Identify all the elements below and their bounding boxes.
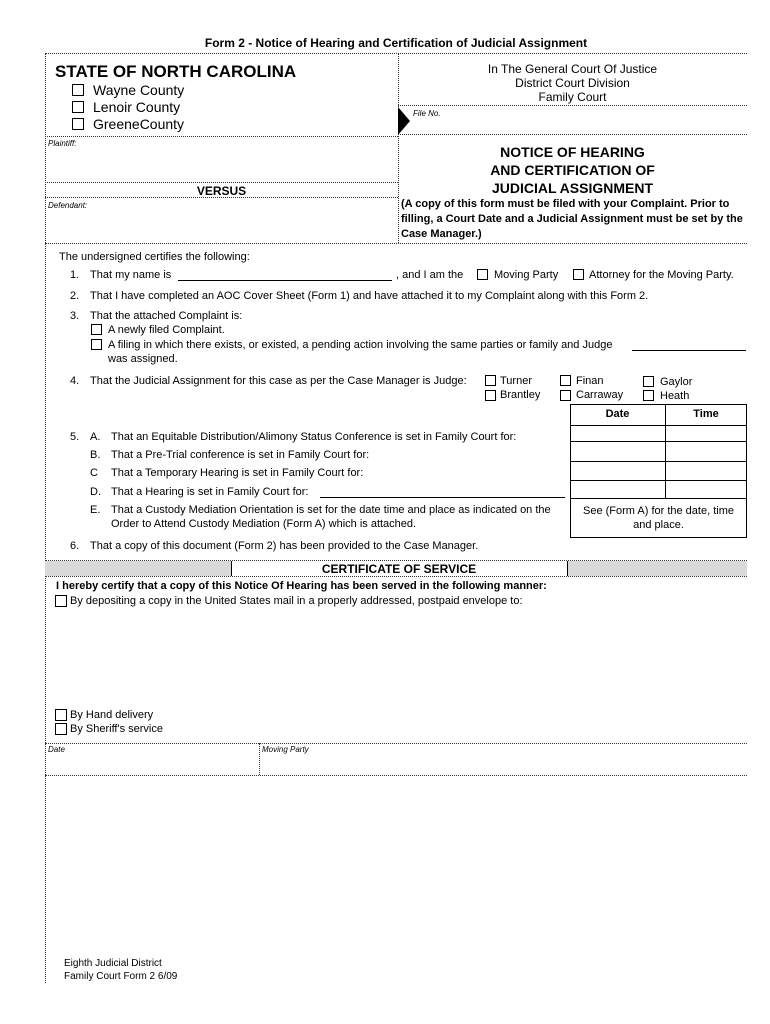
mail-label: By depositing a copy in the United States mail in a properly addressed, postpaid envelope to: xyxy=(70,595,523,607)
new-complaint-label: A newly filed Complaint. xyxy=(108,324,225,336)
pending-judge-field[interactable] xyxy=(632,350,746,351)
new-complaint-checkbox[interactable] xyxy=(91,324,102,335)
cert-head-left xyxy=(231,561,232,576)
item1-text: That my name is xyxy=(90,269,172,281)
signature-row-top xyxy=(45,743,747,744)
notice-title-line-1: NOTICE OF HEARING xyxy=(500,144,645,160)
hearing-type-field[interactable] xyxy=(320,497,565,498)
item4-text: That the Judicial Assignment for this case as per the Case Manager is Judge: xyxy=(90,375,467,387)
caption-bottom-border xyxy=(45,243,747,244)
wayne-county-checkbox[interactable] xyxy=(72,84,84,96)
intro-text: The undersigned certifies the following: xyxy=(59,251,250,263)
court-line-1: In The General Court Of Justice xyxy=(487,62,658,76)
cert-lead: I hereby certify that a copy of this Notice Of Hearing has been served in the following manner: xyxy=(56,580,547,592)
item5b-letter: B. xyxy=(90,449,101,461)
cert-date-field[interactable] xyxy=(48,756,256,773)
cert-shade-left xyxy=(45,561,231,576)
file-no-bottom xyxy=(398,134,747,135)
table-top xyxy=(570,404,747,405)
lenoir-county-checkbox[interactable] xyxy=(72,101,84,113)
form-a-note-line-1: See (Form A) for the date, time xyxy=(582,505,734,517)
item5e-letter: E. xyxy=(90,504,101,516)
state-title: STATE OF NORTH CAROLINA xyxy=(55,62,297,81)
footer-line-2: Family Court Form 2 6/09 xyxy=(64,971,178,982)
item1-mid: , and I am the xyxy=(396,269,464,281)
greene-county-checkbox[interactable] xyxy=(72,118,84,130)
footer-line-1: Eighth Judicial District xyxy=(64,958,162,969)
wayne-county-label: Wayne County xyxy=(93,82,185,98)
item5-number: 5. xyxy=(70,431,80,443)
sheriff-service-label: By Sheriff's service xyxy=(70,723,163,735)
defendant-label: Defendant: xyxy=(48,201,88,210)
date-cell-c[interactable] xyxy=(571,462,664,479)
defendant-field[interactable] xyxy=(48,212,393,240)
court-divider xyxy=(398,105,747,106)
cert-shade-right xyxy=(567,561,747,576)
mail-checkbox[interactable] xyxy=(55,595,67,607)
date-cell-a[interactable] xyxy=(571,426,664,440)
time-cell-d[interactable] xyxy=(666,481,745,497)
notice-title-line-3: JUDICIAL ASSIGNMENT xyxy=(491,180,653,196)
item5c-letter: C xyxy=(90,467,98,479)
item5a-letter: A. xyxy=(90,431,101,443)
attorney-checkbox[interactable] xyxy=(573,269,584,280)
mail-address-field[interactable] xyxy=(70,612,740,702)
signature-row-divider xyxy=(259,743,260,775)
item5e-text-cont: Order to Attend Custody Mediation (Form A) which is attached. xyxy=(111,518,417,530)
plaintiff-field[interactable] xyxy=(48,150,393,178)
date-label: Date xyxy=(48,745,65,754)
judge-turner-label: Turner xyxy=(500,375,532,387)
judge-brantley-checkbox[interactable] xyxy=(485,390,496,401)
county-bottom xyxy=(45,136,398,137)
judge-finan-label: Finan xyxy=(576,375,604,387)
item5a-text: That an Equitable Distribution/Alimony Status Conference is set in Family Court for: xyxy=(111,431,517,443)
date-header: Date xyxy=(605,408,630,420)
sheriff-service-checkbox[interactable] xyxy=(55,723,67,735)
moving-party-sig-label: Moving Party xyxy=(262,745,309,754)
judge-finan-checkbox[interactable] xyxy=(560,375,571,386)
pending-action-label-cont: was assigned. xyxy=(108,353,178,365)
file-no-field[interactable] xyxy=(450,107,740,131)
judge-heath-checkbox[interactable] xyxy=(643,390,654,401)
versus-label: VERSUS xyxy=(196,184,247,198)
item6-text: That a copy of this document (Form 2) has been provided to the Case Manager. xyxy=(90,540,479,552)
judge-heath-label: Heath xyxy=(660,390,690,402)
moving-party-sig-field[interactable] xyxy=(262,756,744,773)
time-cell-a[interactable] xyxy=(666,426,745,440)
time-header: Time xyxy=(693,408,719,420)
signature-row-bottom xyxy=(45,775,747,776)
item4-number: 4. xyxy=(70,375,80,387)
plaintiff-bottom xyxy=(45,182,398,183)
pending-action-checkbox[interactable] xyxy=(91,339,102,350)
table-bottom xyxy=(570,537,747,538)
item2-number: 2. xyxy=(70,290,80,302)
table-right xyxy=(746,404,747,537)
judge-turner-checkbox[interactable] xyxy=(485,375,496,386)
moving-party-checkbox[interactable] xyxy=(477,269,488,280)
greene-county-label: GreeneCounty xyxy=(93,116,185,132)
court-line-3: Family Court xyxy=(538,90,607,104)
file-no-label: File No. xyxy=(413,109,441,118)
hand-delivery-label: By Hand delivery xyxy=(70,709,154,721)
attorney-label: Attorney for the Moving Party. xyxy=(589,269,734,281)
item5d-letter: D. xyxy=(90,486,101,498)
hand-delivery-checkbox[interactable] xyxy=(55,709,67,721)
notice-title-line-2: AND CERTIFICATION OF xyxy=(490,162,655,178)
item6-number: 6. xyxy=(70,540,80,552)
item2-text: That I have completed an AOC Cover Sheet (Form 1) and have attached it to my Complaint along with this Form 2. xyxy=(90,290,649,302)
cert-heading: CERTIFICATE OF SERVICE xyxy=(321,562,477,576)
court-line-2: District Court Division xyxy=(515,76,630,90)
moving-party-label: Moving Party xyxy=(494,269,559,281)
pending-action-label: A filing in which there exists, or existed, a pending action involving the same parties or family and Judge xyxy=(108,339,613,351)
judge-carraway-checkbox[interactable] xyxy=(560,390,571,401)
item5e-text: That a Custody Mediation Orientation is set for the date time and place as indicated on the xyxy=(111,504,551,516)
judge-gaylor-checkbox[interactable] xyxy=(643,376,654,387)
form-a-note-line-2: and place. xyxy=(633,519,684,531)
date-cell-b[interactable] xyxy=(571,442,664,460)
time-cell-c[interactable] xyxy=(666,462,745,479)
lenoir-county-label: Lenoir County xyxy=(93,99,181,115)
notice-note: (A copy of this form must be filed with your Complaint. Prior to filling, a Court Date and a Judicial Assignment must be set by the Case Manager.) xyxy=(401,198,743,240)
plaintiff-label: Plaintiff: xyxy=(48,139,77,148)
form-header-title: Form 2 - Notice of Hearing and Certification of Judicial Assignment xyxy=(204,36,588,50)
table-row-line-5 xyxy=(570,498,747,499)
judge-carraway-label: Carraway xyxy=(576,389,624,401)
item5b-text: That a Pre-Trial conference is set in Family Court for: xyxy=(111,449,370,461)
item5c-text: That a Temporary Hearing is set in Family Court for: xyxy=(111,467,364,479)
item3-text: That the attached Complaint is: xyxy=(90,310,243,322)
name-field[interactable] xyxy=(178,280,392,281)
item1-number: 1. xyxy=(70,269,80,281)
cert-head-right xyxy=(567,561,568,576)
file-no-arrow-icon xyxy=(398,107,410,135)
item3-number: 3. xyxy=(70,310,80,322)
date-cell-d[interactable] xyxy=(571,481,664,497)
cert-heading-bottom xyxy=(45,576,747,577)
judge-brantley-label: Brantley xyxy=(500,389,541,401)
time-cell-b[interactable] xyxy=(666,442,745,460)
judge-gaylor-label: Gaylor xyxy=(660,376,693,388)
caption-top-border xyxy=(45,53,747,54)
item5d-text: That a Hearing is set in Family Court for: xyxy=(111,486,309,498)
